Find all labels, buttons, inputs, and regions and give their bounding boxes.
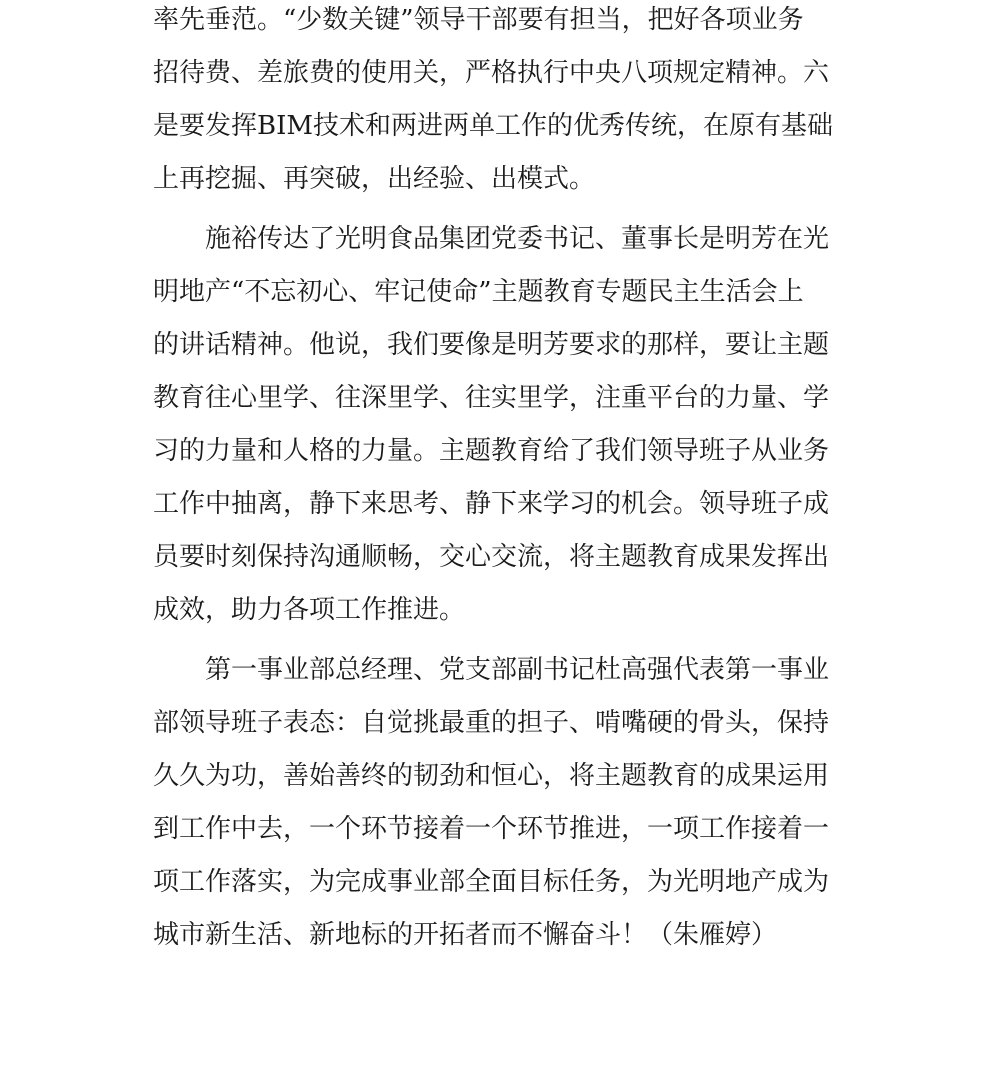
paragraph-gap	[153, 643, 853, 650]
text-line: 到工作中去，一个环节接着一个环节推进，一项工作接着一	[153, 814, 830, 844]
paragraph-gap	[153, 212, 853, 219]
paragraph-3	[153, 650, 853, 968]
text-line: 率先垂范。“少数关键”领导干部要有担当，把好各项业务	[153, 5, 804, 35]
text-line: 招待费、差旅费的使用关，严格执行中央八项规定精神。六	[153, 58, 830, 88]
article-body	[153, 0, 853, 968]
text-line: 工作中抽离，静下来思考、静下来学习的机会。领导班子成	[153, 489, 830, 519]
text-line: 部领导班子表态：自觉挑最重的担子、啃嘴硬的骨头，保持	[153, 708, 830, 738]
text-line: 施裕传达了光明食品集团党委书记、董事长是明芳在光	[153, 224, 830, 254]
text-line: 教育往心里学、往深里学、往实里学，注重平台的力量、学	[153, 383, 830, 413]
text-line: 是要发挥BIM技术和两进两单工作的优秀传统，在原有基础	[153, 111, 833, 141]
text-line: 习的力量和人格的力量。主题教育给了我们领导班子从业务	[153, 436, 830, 466]
text-line: 第一事业部总经理、党支部副书记杜高强代表第一事业	[153, 655, 830, 685]
text-line: 上再挖掘、再突破，出经验、出模式。	[153, 164, 596, 194]
paragraph-2	[153, 219, 853, 643]
text-line: 城市新生活、新地标的开拓者而不懈奋斗！（朱雁婷）	[153, 920, 778, 950]
text-line: 成效，助力各项工作推进。	[153, 595, 466, 625]
text-line: 员要时刻保持沟通顺畅，交心交流，将主题教育成果发挥出	[153, 542, 830, 572]
text-line: 明地产“不忘初心、牢记使命”主题教育专题民主生活会上	[153, 277, 804, 307]
paragraph-1	[153, 0, 853, 212]
text-line: 的讲话精神。他说，我们要像是明芳要求的那样，要让主题	[153, 330, 830, 360]
text-line: 久久为功，善始善终的韧劲和恒心，将主题教育的成果运用	[153, 761, 830, 791]
text-line: 项工作落实，为完成事业部全面目标任务，为光明地产成为	[153, 867, 830, 897]
